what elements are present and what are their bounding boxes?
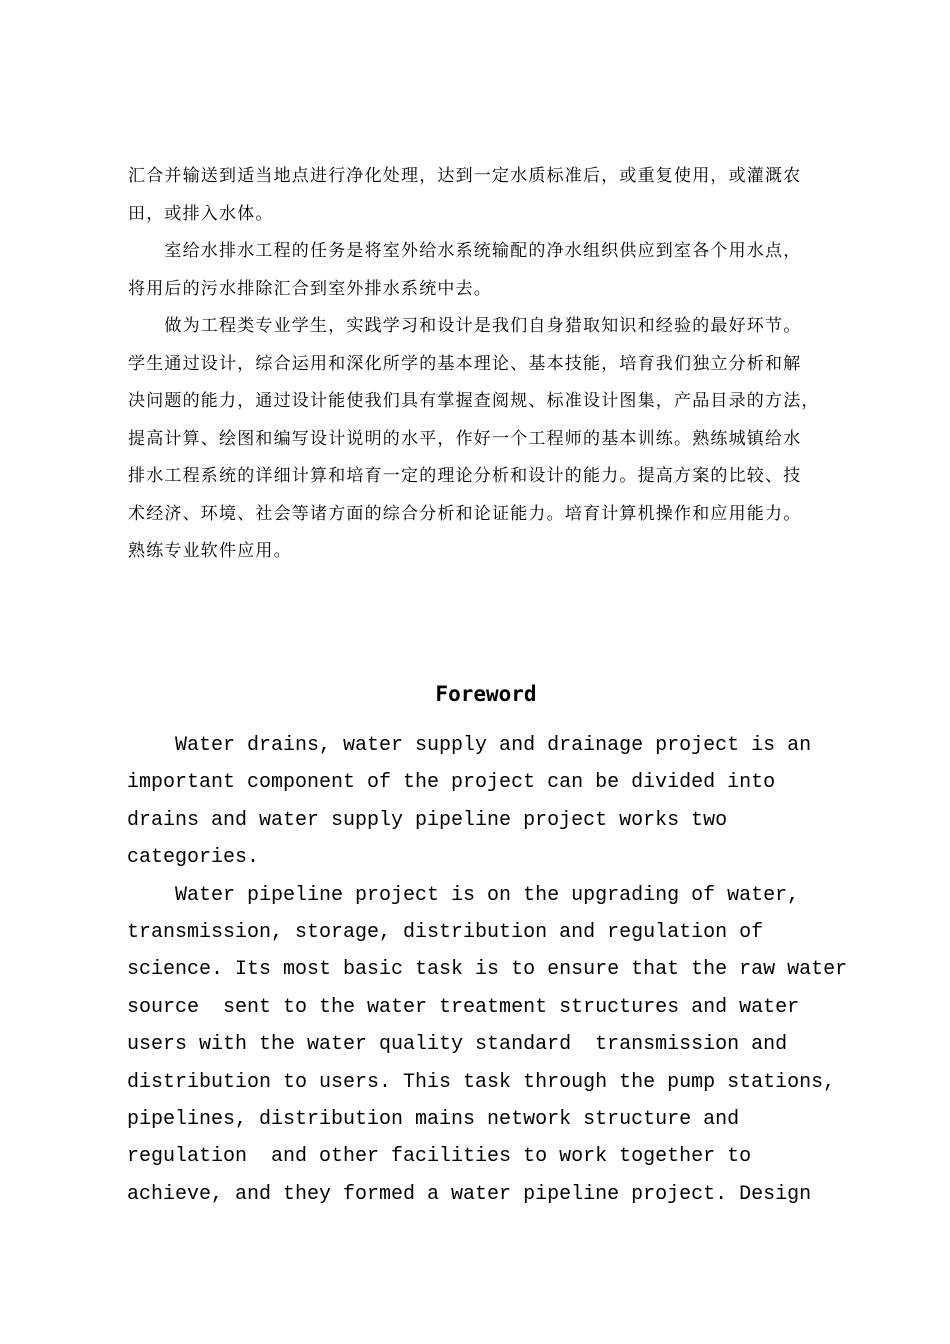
text-line: achieve, and they formed a water pipeline project. Design: [127, 1182, 812, 1206]
text-line: 学生通过设计，综合运用和深化所学的基本理论、基本技能，培育我们独立分析和解: [128, 353, 802, 374]
english-paragraphs: [127, 727, 867, 1213]
foreword-heading: Foreword: [435, 682, 537, 706]
text-line: users with the water quality standard transmission and: [127, 1033, 788, 1057]
text-line: 排水工程系统的详细计算和培育一定的理论分析和设计的能力。提高方案的比较、技: [128, 466, 802, 486]
text-line: 熟练专业软件应用。: [128, 541, 292, 561]
text-line: pipelines, distribution mains network structure and: [127, 1107, 740, 1131]
text-line: distribution to users. This task through the pump stations,: [127, 1070, 836, 1094]
text-line: transmission, storage, distribution and regulation of: [127, 920, 764, 944]
text-line: 术经济、环境、社会等诸方面的综合分析和论证能力。培育计算机操作和应用能力。: [128, 503, 802, 524]
text-line: 田，或排入水体。: [128, 203, 274, 224]
text-line: 室给水排水工程的任务是将室外给水系统输配的净水组织供应到室各个用水点，: [128, 241, 802, 261]
text-line: source sent to the water treatment structures and water: [127, 995, 800, 1019]
text-line: important component of the project can be divided into: [127, 771, 776, 795]
text-line: Water pipeline project is on the upgrading of water,: [127, 883, 800, 907]
text-line: categories.: [127, 846, 260, 870]
text-line: drains and water supply pipeline project works two: [127, 808, 728, 832]
text-line: 汇合并输送到适当地点进行净化处理，达到一定水质标准后，或重复使用，或灌溉农: [128, 166, 802, 186]
chinese-paragraphs: [128, 158, 863, 571]
text-line: regulation and other facilities to work together to: [127, 1145, 752, 1169]
text-line: 决问题的能力，通过设计能使我们具有掌握查阅规、标准设计图集，产品目录的方法，: [128, 391, 820, 411]
text-line: science. Its most basic task is to ensure that the raw water: [127, 958, 848, 982]
text-line: 提高计算、绘图和编写设计说明的水平，作好一个工程师的基本训练。熟练城镇给水: [128, 428, 802, 449]
text-line: 做为工程类专业学生，实践学习和设计是我们自身猎取知识和经验的最好环节。: [128, 316, 802, 336]
text-line: Water drains, water supply and drainage project is an: [127, 734, 812, 757]
text-line: 将用后的污水排除汇合到室外排水系统中去。: [128, 278, 492, 299]
